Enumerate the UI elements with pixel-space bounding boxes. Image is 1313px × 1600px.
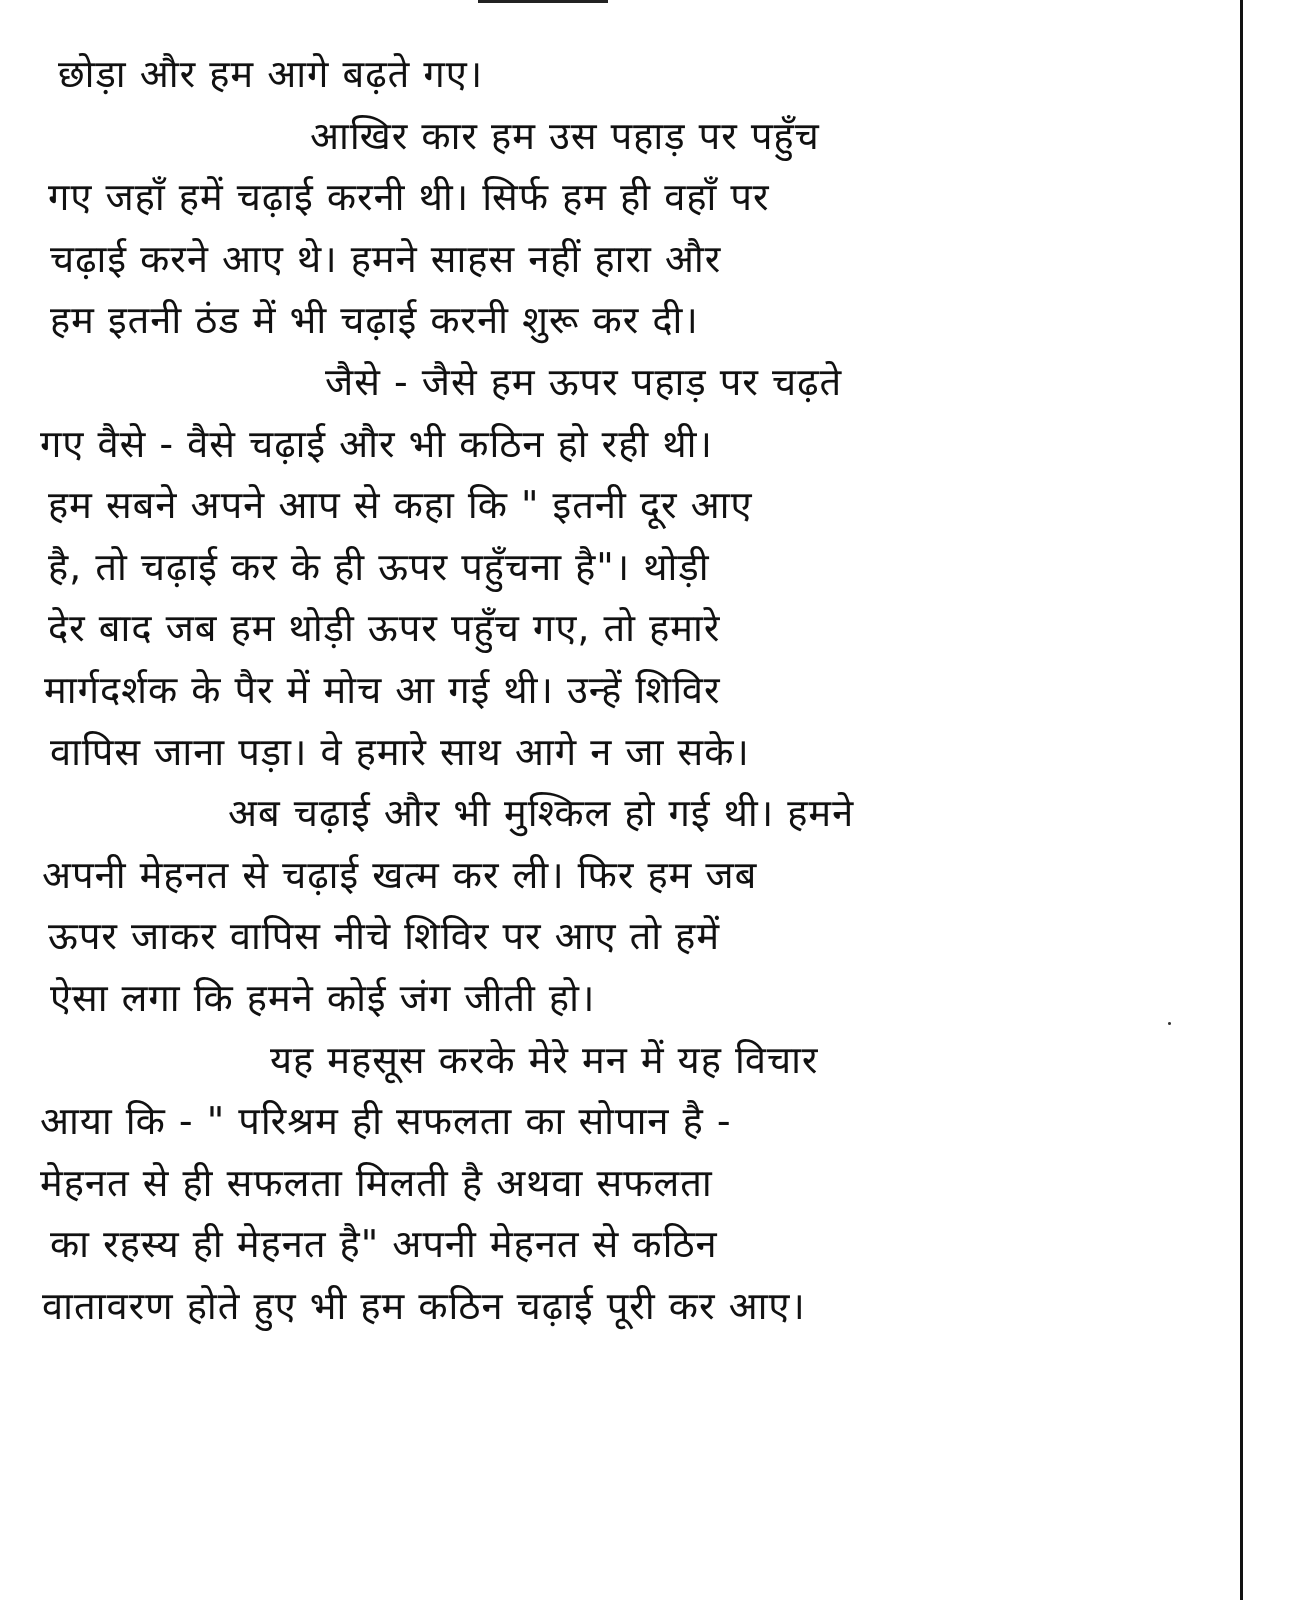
right-margin-line [1240, 0, 1243, 1600]
text-line-16: ऐसा लगा कि हमने कोई जंग जीती हो। [50, 975, 596, 1020]
text-line-20: का रहस्य ही मेहनत है" अपनी मेहनत से कठिन [50, 1222, 718, 1267]
text-line-11: मार्गदर्शक के पैर में मोच आ गई थी। उन्हें शिविर [44, 667, 721, 712]
text-line-9: है, तो चढ़ाई कर के ही ऊपर पहुँचना है"। थोड़ी [48, 544, 710, 589]
text-line-3: गए जहाँ हमें चढ़ाई करनी थी। सिर्फ हम ही वहाँ पर [48, 175, 770, 220]
text-line-5: हम इतनी ठंड में भी चढ़ाई करनी शुरू कर दी। [50, 298, 699, 343]
text-line-2: आखिर कार हम उस पहाड़ पर पहुँच [310, 113, 820, 158]
handwritten-text [40, 44, 1235, 1337]
text-line-17: यह महसूस करके मेरे मन में यह विचार [270, 1037, 819, 1082]
text-line-6: जैसे - जैसे हम ऊपर पहाड़ पर चढ़ते [325, 359, 843, 404]
text-line-15: ऊपर जाकर वापिस नीचे शिविर पर आए तो हमें [48, 914, 721, 959]
text-line-21: वातावरण होते हुए भी हम कठिन चढ़ाई पूरी कर आए। [42, 1283, 806, 1328]
text-line-13: अब चढ़ाई और भी मुश्किल हो गई थी। हमने [228, 791, 855, 836]
text-line-7: गए वैसे - वैसे चढ़ाई और भी कठिन हो रही थी। [40, 421, 713, 466]
text-line-8: हम सबने अपने आप से कहा कि " इतनी दूर आए [48, 483, 753, 528]
text-line-4: चढ़ाई करने आए थे। हमने साहस नहीं हारा और [50, 236, 722, 281]
text-line-19: मेहनत से ही सफलता मिलती है अथवा सफलता [40, 1160, 713, 1205]
top-edge-mark [478, 0, 608, 3]
text-line-10: देर बाद जब हम थोड़ी ऊपर पहुँच गए, तो हमारे [48, 606, 721, 651]
text-line-18: आया कि - " परिश्रम ही सफलता का सोपान है - [40, 1099, 732, 1144]
text-line-1: छोड़ा और हम आगे बढ़ते गए। [58, 52, 484, 96]
text-line-12: वापिस जाना पड़ा। वे हमारे साथ आगे न जा सके। [50, 729, 750, 774]
text-line-14: अपनी मेहनत से चढ़ाई खत्म कर ली। फिर हम जब [42, 852, 758, 897]
